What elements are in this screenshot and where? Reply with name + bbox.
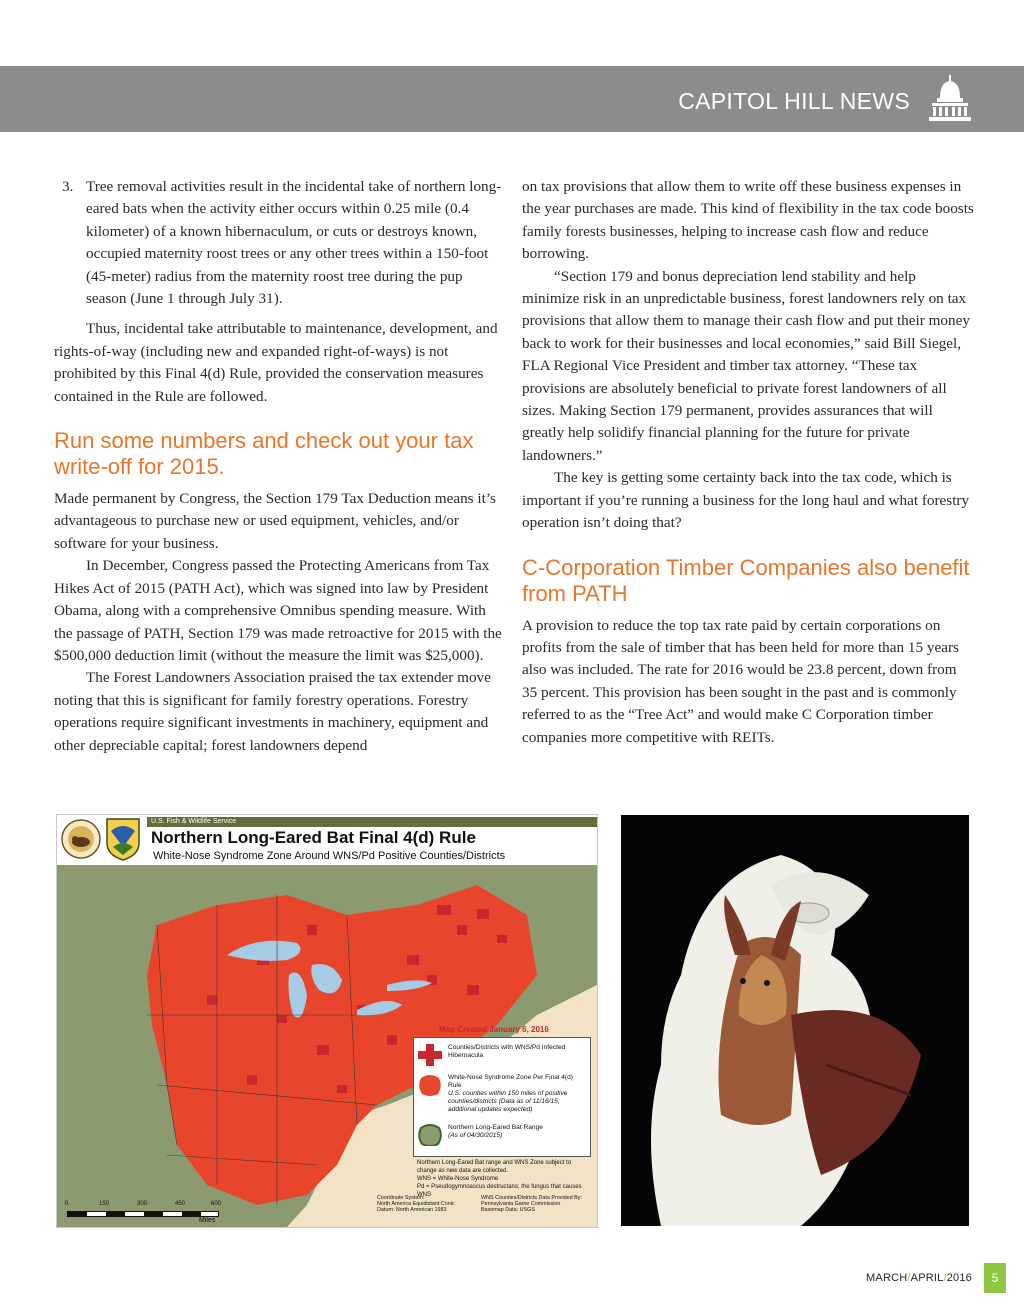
bat-range-map: [56, 814, 598, 1228]
datum: Datum: North American 1983: [377, 1207, 447, 1213]
section-banner: [0, 66, 1024, 132]
paragraph-section-179: Made permanent by Congress, the Section 179 Tax Deduction means it’s advantageous to purchase new or used equipment, vehicles, and/or software for your business.: [54, 490, 496, 552]
scale-tick: 450: [175, 1201, 186, 1207]
section-title: CAPITOL HILL NEWS: [678, 88, 910, 114]
data-source-value: Pennsylvania Game Commission: [481, 1201, 561, 1207]
issue-date: [866, 1272, 972, 1284]
coordinate-value: North America Equidistant Conic: [377, 1201, 455, 1207]
map-subtitle: White-Nose Syndrome Zone Around WNS/Pd Positive Counties/Districts: [153, 850, 506, 862]
scale-bar-graphic: [67, 1211, 219, 1217]
wns-zone-swatch-icon: [418, 1074, 442, 1096]
legend-label-zone: White-Nose Syndrome Zone Per Final 4(d) Rule: [448, 1074, 573, 1089]
list-number: 3.: [62, 178, 74, 195]
scale-tick: 600: [211, 1201, 222, 1207]
legend-box: [413, 1037, 591, 1157]
fws-shield-icon: [103, 817, 143, 861]
basemap-source: Basemap Data: USGS: [481, 1207, 535, 1213]
map-scale-bar: [61, 1201, 241, 1225]
capitol-dome-icon: [926, 74, 974, 124]
map-agency-bar: [147, 817, 597, 827]
issue-month-1: MARCH: [866, 1272, 908, 1284]
bat-photo: [621, 815, 969, 1226]
legend-note-range: (As of 04/30/2015): [448, 1132, 503, 1139]
map-info: [417, 1159, 587, 1199]
legend-note-zone: U.S. counties within 150 miles of positive counties/districts (Data as of 11/16/15; additional updates expected): [448, 1090, 568, 1113]
paragraph-tree-act: A provision to reduce the top tax rate paid by certain corporations on profits from the sale of timber that has been held for more than 15 years also was included. The rate for 2016 would be 23.8 percent, down from 35 percent. This provision has been sought in the past and is commonly referred to as the “Tree Act” and would make C Corporation timber companies more competitive with REITs.: [522, 616, 959, 746]
map-header: [57, 815, 597, 871]
page-number: 5: [984, 1263, 1006, 1293]
scale-units: Miles: [199, 1217, 216, 1224]
legend-label-wns: Counties/Districts with WNS/Pd Infected Hibernacula: [448, 1044, 566, 1059]
list-item-3: [54, 176, 504, 310]
issue-slash: /: [943, 1272, 947, 1284]
issue-slash: /: [907, 1272, 911, 1284]
list-item-text: Tree removal activities result in the incidental take of northern long-eared bats when the activity either occurs within 0.25 mile (0.4 kilometer) of a known hibernaculum, or cuts or destroys known, occupied maternity roost trees or any other trees within a 150-foot (45-meter) radius from the maternity roost tree during the pup season (June 1 through July 31).: [86, 178, 502, 308]
wns-counties-swatch-icon: [418, 1044, 442, 1066]
scale-tick: 0: [65, 1201, 69, 1207]
map-info-pd: Pd = Pseudogymnoascus destructans; the fungus that causes WNS: [417, 1184, 582, 1198]
map-title: Northern Long-Eared Bat Final 4(d) Rule: [151, 828, 476, 847]
map-legend: [409, 1025, 593, 1223]
scale-tick: 300: [137, 1201, 148, 1207]
paragraph-tax-provisions: on tax provisions that allow them to write off these business expenses in the year purchases are made. This kind of flexibility in the tax code boosts family forests businesses, helping to increase cash flow and reduce borrowing.: [522, 178, 974, 263]
legend-label-range: Northern Long-Eared Bat Range: [448, 1124, 543, 1131]
bat-photo-icon: [621, 815, 969, 1226]
data-source-label: WNS Counties/Districts Data Provided By:: [481, 1195, 582, 1201]
paragraph-path-act: In December, Congress passed the Protecting Americans from Tax Hikes Act of 2015 (PATH Act), which was signed into law by President Obama, along with a comprehensive Omnibus spending measure. With the passage of PATH, Section 179 was made retroactive for 2015 with the $500,000 deduction limit (without the measure the limit was $25,000).: [54, 557, 502, 664]
paragraph-certainty: The key is getting some certainty back into the tax code, which is important if you’re running a business for the long haul and what forestry operation isn’t doing that?: [522, 469, 970, 532]
right-column: [522, 176, 974, 749]
scale-tick: 150: [99, 1201, 110, 1207]
map-created-date: Map Created January 6, 2016: [439, 1025, 549, 1034]
map-info-range: Northern Long-Eared Bat range and WNS Zone subject to change as new data are collected.: [417, 1160, 572, 1174]
map-info-wns: WNS = White-Nose Syndrome: [417, 1176, 499, 1182]
paragraph-fla-praise: The Forest Landowners Association praised the tax extender move noting that this is significant for family forestry operations. Forestry operations require significant investments in machinery, equipment and other depreciable capital; forest landowners depend: [54, 669, 491, 754]
coordinate-label: Coordinate System:: [377, 1195, 425, 1201]
paragraph-siegel-quote: “Section 179 and bonus depreciation lend stability and help minimize risk in an unpredictable business, forest landowners rely on tax provisions that allow them to manage their cash flow and put their money back to work for their businesses and local economies,” said Bill Siegel, FLA Regional Vice President and timber tax attorney. “These tax provisions are absolutely beneficial to private forest landowners of all sizes. Making Section 179 permanent, provides assurances that will greatly help solidify financial planning for the future for private landowners.”: [522, 267, 970, 464]
bat-range-swatch-icon: [418, 1124, 442, 1146]
c-corporation-heading: C-Corporation Timber Companies also benefit from PATH: [522, 554, 970, 606]
issue-month-2: APRIL: [910, 1272, 944, 1284]
left-column: [54, 176, 504, 757]
department-seal-icon: [61, 817, 101, 861]
tax-writeoff-heading: Run some numbers and check out your tax write-off for 2015.: [54, 428, 474, 480]
issue-year: 2016: [946, 1272, 972, 1284]
paragraph-thus: Thus, incidental take attributable to maintenance, development, and rights-of-way (including new and expanded right-of-ways) is not prohibited by this Final 4(d) Rule, provided the conservation measures contained in the Rule are followed.: [54, 320, 498, 405]
map-agency: U.S. Fish & Wildlife Service: [151, 818, 237, 825]
